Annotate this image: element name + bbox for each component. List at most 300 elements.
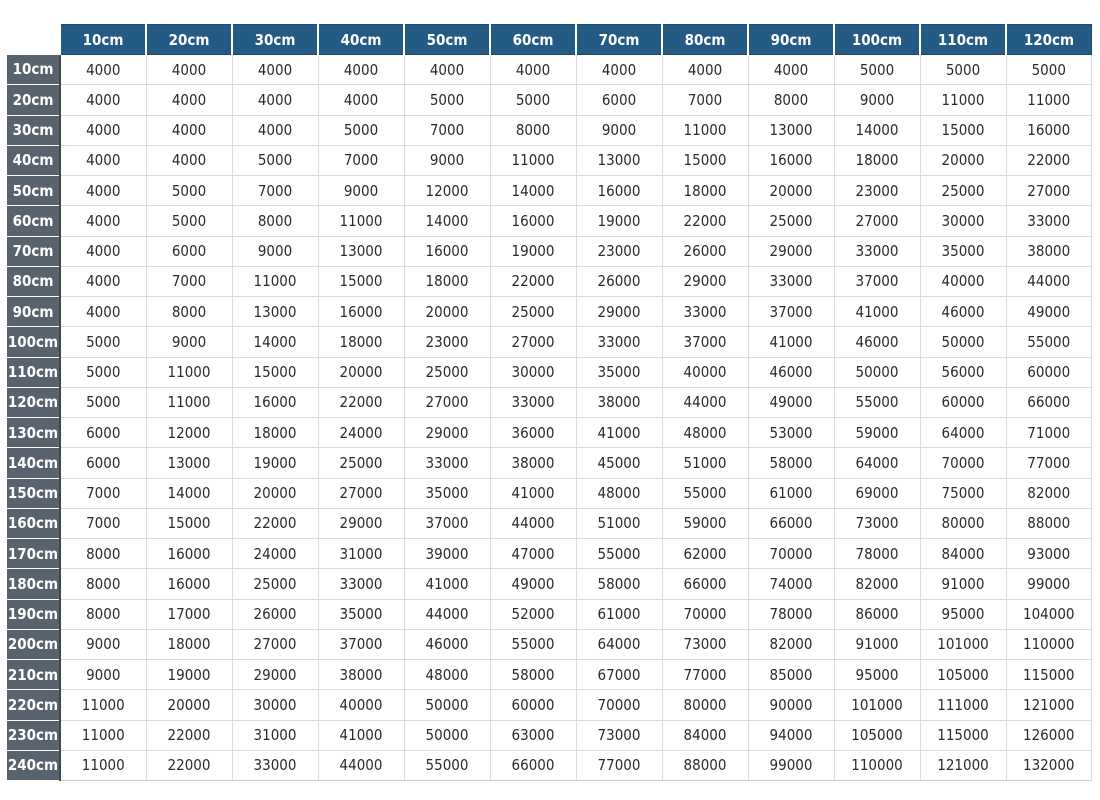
table-cell: 25000: [748, 206, 834, 236]
table-cell: 6000: [576, 85, 662, 115]
table-cell: 11000: [232, 266, 318, 296]
table-cell: 4000: [146, 145, 232, 175]
row-header: 60cm: [7, 206, 60, 236]
table-cell: 11000: [60, 720, 146, 750]
table-cell: 14000: [834, 115, 920, 145]
table-cell: 80000: [662, 690, 748, 720]
table-cell: 8000: [232, 206, 318, 236]
table-cell: 13000: [576, 145, 662, 175]
table-cell: 48000: [662, 418, 748, 448]
table-row: [7, 176, 1092, 206]
table-cell: 27000: [318, 478, 404, 508]
row-header: 210cm: [7, 660, 60, 690]
table-cell: 5000: [404, 85, 490, 115]
table-cell: 37000: [662, 327, 748, 357]
price-table: [7, 24, 1092, 781]
table-cell: 33000: [232, 750, 318, 780]
table-cell: 12000: [146, 418, 232, 448]
table-cell: 73000: [576, 720, 662, 750]
table-cell: 69000: [834, 478, 920, 508]
table-row: [7, 266, 1092, 296]
table-cell: 29000: [576, 297, 662, 327]
table-cell: 90000: [748, 690, 834, 720]
table-cell: 15000: [920, 115, 1006, 145]
table-cell: 11000: [920, 85, 1006, 115]
column-header: 30cm: [232, 25, 318, 55]
table-cell: 22000: [318, 387, 404, 417]
table-cell: 8000: [60, 599, 146, 629]
table-cell: 20000: [920, 145, 1006, 175]
table-row: [7, 629, 1092, 659]
table-cell: 4000: [490, 55, 576, 85]
table-cell: 16000: [146, 569, 232, 599]
table-cell: 41000: [834, 297, 920, 327]
row-header: 140cm: [7, 448, 60, 478]
table-row: [7, 418, 1092, 448]
table-cell: 91000: [920, 569, 1006, 599]
table-cell: 11000: [490, 145, 576, 175]
table-cell: 70000: [576, 690, 662, 720]
table-cell: 30000: [490, 357, 576, 387]
table-cell: 13000: [146, 448, 232, 478]
table-cell: 4000: [748, 55, 834, 85]
table-cell: 30000: [920, 206, 1006, 236]
row-header: 20cm: [7, 85, 60, 115]
table-cell: 16000: [404, 236, 490, 266]
table-cell: 18000: [404, 266, 490, 296]
table-cell: 22000: [662, 206, 748, 236]
table-cell: 4000: [60, 266, 146, 296]
table-cell: 66000: [748, 508, 834, 538]
table-cell: 11000: [146, 357, 232, 387]
table-cell: 13000: [748, 115, 834, 145]
table-cell: 25000: [232, 569, 318, 599]
table-cell: 85000: [748, 660, 834, 690]
row-header: 200cm: [7, 629, 60, 659]
table-cell: 20000: [318, 357, 404, 387]
table-cell: 5000: [834, 55, 920, 85]
table-cell: 4000: [146, 115, 232, 145]
table-cell: 29000: [232, 660, 318, 690]
table-cell: 35000: [920, 236, 1006, 266]
table-cell: 33000: [576, 327, 662, 357]
table-row: [7, 236, 1092, 266]
table-cell: 20000: [232, 478, 318, 508]
table-cell: 27000: [1006, 176, 1092, 206]
table-cell: 8000: [60, 539, 146, 569]
table-cell: 82000: [834, 569, 920, 599]
table-cell: 4000: [232, 85, 318, 115]
table-cell: 4000: [60, 236, 146, 266]
table-row: [7, 478, 1092, 508]
table-cell: 58000: [576, 569, 662, 599]
table-row: [7, 297, 1092, 327]
table-cell: 27000: [834, 206, 920, 236]
table-cell: 121000: [920, 750, 1006, 780]
table-cell: 9000: [60, 660, 146, 690]
table-cell: 35000: [576, 357, 662, 387]
table-cell: 5000: [60, 357, 146, 387]
table-cell: 5000: [490, 85, 576, 115]
table-cell: 78000: [748, 599, 834, 629]
table-cell: 73000: [834, 508, 920, 538]
table-cell: 7000: [318, 145, 404, 175]
row-header: 10cm: [7, 55, 60, 85]
table-cell: 5000: [920, 55, 1006, 85]
table-row: [7, 690, 1092, 720]
table-cell: 44000: [404, 599, 490, 629]
table-cell: 94000: [748, 720, 834, 750]
table-cell: 88000: [662, 750, 748, 780]
table-cell: 110000: [834, 750, 920, 780]
table-cell: 37000: [834, 266, 920, 296]
table-cell: 25000: [404, 357, 490, 387]
table-cell: 80000: [920, 508, 1006, 538]
table-cell: 61000: [576, 599, 662, 629]
table-cell: 101000: [920, 629, 1006, 659]
table-cell: 4000: [146, 55, 232, 85]
table-cell: 4000: [232, 115, 318, 145]
table-cell: 9000: [404, 145, 490, 175]
table-cell: 11000: [662, 115, 748, 145]
table-cell: 60000: [490, 690, 576, 720]
table-cell: 4000: [60, 115, 146, 145]
table-cell: 4000: [60, 145, 146, 175]
table-cell: 5000: [60, 327, 146, 357]
table-cell: 11000: [318, 206, 404, 236]
table-cell: 11000: [60, 690, 146, 720]
table-row: [7, 387, 1092, 417]
row-header: 160cm: [7, 508, 60, 538]
table-cell: 46000: [404, 629, 490, 659]
table-cell: 4000: [404, 55, 490, 85]
table-cell: 126000: [1006, 720, 1092, 750]
table-cell: 16000: [232, 387, 318, 417]
table-cell: 46000: [834, 327, 920, 357]
table-cell: 35000: [318, 599, 404, 629]
table-cell: 66000: [662, 569, 748, 599]
table-cell: 6000: [146, 236, 232, 266]
row-header: 90cm: [7, 297, 60, 327]
table-cell: 37000: [318, 629, 404, 659]
table-cell: 110000: [1006, 629, 1092, 659]
table-row: [7, 327, 1092, 357]
table-cell: 11000: [1006, 85, 1092, 115]
table-cell: 63000: [490, 720, 576, 750]
table-cell: 16000: [748, 145, 834, 175]
table-cell: 8000: [490, 115, 576, 145]
table-cell: 8000: [60, 569, 146, 599]
table-cell: 95000: [920, 599, 1006, 629]
row-header: 30cm: [7, 115, 60, 145]
table-row: [7, 569, 1092, 599]
table-cell: 47000: [490, 539, 576, 569]
row-header: 80cm: [7, 266, 60, 296]
table-row: [7, 55, 1092, 85]
table-cell: 64000: [834, 448, 920, 478]
table-cell: 115000: [1006, 660, 1092, 690]
table-cell: 60000: [1006, 357, 1092, 387]
table-cell: 6000: [60, 418, 146, 448]
table-cell: 88000: [1006, 508, 1092, 538]
column-header: 110cm: [920, 25, 1006, 55]
table-cell: 12000: [404, 176, 490, 206]
table-cell: 15000: [662, 145, 748, 175]
table-cell: 19000: [146, 660, 232, 690]
table-cell: 77000: [576, 750, 662, 780]
table-cell: 38000: [576, 387, 662, 417]
table-cell: 77000: [1006, 448, 1092, 478]
table-cell: 26000: [662, 236, 748, 266]
table-cell: 49000: [748, 387, 834, 417]
table-cell: 55000: [404, 750, 490, 780]
table-cell: 22000: [490, 266, 576, 296]
table-cell: 23000: [404, 327, 490, 357]
table-cell: 11000: [60, 750, 146, 780]
table-cell: 9000: [146, 327, 232, 357]
table-cell: 7000: [60, 478, 146, 508]
table-cell: 64000: [920, 418, 1006, 448]
row-header: 100cm: [7, 327, 60, 357]
column-header: 120cm: [1006, 25, 1092, 55]
table-cell: 51000: [662, 448, 748, 478]
table-cell: 4000: [318, 55, 404, 85]
table-cell: 53000: [748, 418, 834, 448]
table-cell: 70000: [662, 599, 748, 629]
table-cell: 50000: [404, 690, 490, 720]
row-header: 190cm: [7, 599, 60, 629]
table-cell: 17000: [146, 599, 232, 629]
table-row: [7, 206, 1092, 236]
table-cell: 52000: [490, 599, 576, 629]
table-cell: 55000: [662, 478, 748, 508]
row-header: 130cm: [7, 418, 60, 448]
column-header: 50cm: [404, 25, 490, 55]
table-cell: 30000: [232, 690, 318, 720]
table-header: [7, 25, 1092, 55]
table-cell: 5000: [146, 206, 232, 236]
table-cell: 55000: [834, 387, 920, 417]
table-row: [7, 448, 1092, 478]
table-cell: 50000: [404, 720, 490, 750]
table-cell: 29000: [318, 508, 404, 538]
table-cell: 4000: [662, 55, 748, 85]
column-header: 10cm: [60, 25, 146, 55]
table-cell: 41000: [490, 478, 576, 508]
table-cell: 25000: [920, 176, 1006, 206]
table-cell: 8000: [146, 297, 232, 327]
table-cell: 31000: [318, 539, 404, 569]
table-cell: 82000: [748, 629, 834, 659]
table-cell: 105000: [834, 720, 920, 750]
table-cell: 27000: [490, 327, 576, 357]
table-row: [7, 115, 1092, 145]
table-cell: 5000: [1006, 55, 1092, 85]
table-cell: 66000: [490, 750, 576, 780]
table-cell: 39000: [404, 539, 490, 569]
table-cell: 48000: [404, 660, 490, 690]
table-cell: 75000: [920, 478, 1006, 508]
table-cell: 58000: [490, 660, 576, 690]
table-cell: 38000: [490, 448, 576, 478]
table-cell: 99000: [1006, 569, 1092, 599]
table-cell: 82000: [1006, 478, 1092, 508]
table-cell: 41000: [748, 327, 834, 357]
table-cell: 111000: [920, 690, 1006, 720]
table-cell: 33000: [834, 236, 920, 266]
table-cell: 104000: [1006, 599, 1092, 629]
table-cell: 16000: [576, 176, 662, 206]
column-header: 70cm: [576, 25, 662, 55]
table-cell: 25000: [490, 297, 576, 327]
table-cell: 45000: [576, 448, 662, 478]
table-row: [7, 145, 1092, 175]
table-cell: 15000: [318, 266, 404, 296]
table-cell: 4000: [232, 55, 318, 85]
table-cell: 4000: [146, 85, 232, 115]
table-cell: 4000: [60, 85, 146, 115]
table-cell: 41000: [318, 720, 404, 750]
table-cell: 4000: [60, 206, 146, 236]
table-cell: 27000: [404, 387, 490, 417]
table-cell: 23000: [576, 236, 662, 266]
column-header: 100cm: [834, 25, 920, 55]
table-cell: 9000: [318, 176, 404, 206]
row-header: 180cm: [7, 569, 60, 599]
table-cell: 15000: [232, 357, 318, 387]
table-cell: 18000: [146, 629, 232, 659]
row-header: 170cm: [7, 539, 60, 569]
table-cell: 15000: [146, 508, 232, 538]
table-cell: 50000: [834, 357, 920, 387]
table-cell: 7000: [404, 115, 490, 145]
table-cell: 22000: [146, 720, 232, 750]
table-cell: 37000: [404, 508, 490, 538]
row-header: 70cm: [7, 236, 60, 266]
table-cell: 93000: [1006, 539, 1092, 569]
table-cell: 62000: [662, 539, 748, 569]
table-cell: 58000: [748, 448, 834, 478]
table-cell: 40000: [920, 266, 1006, 296]
table-cell: 22000: [146, 750, 232, 780]
table-cell: 14000: [404, 206, 490, 236]
table-cell: 26000: [576, 266, 662, 296]
table-cell: 29000: [748, 236, 834, 266]
table-cell: 71000: [1006, 418, 1092, 448]
table-cell: 9000: [834, 85, 920, 115]
table-cell: 4000: [60, 297, 146, 327]
table-cell: 9000: [576, 115, 662, 145]
table-cell: 40000: [662, 357, 748, 387]
table-row: [7, 539, 1092, 569]
column-header: 90cm: [748, 25, 834, 55]
table-cell: 59000: [834, 418, 920, 448]
row-header: 150cm: [7, 478, 60, 508]
table-cell: 84000: [920, 539, 1006, 569]
table-cell: 4000: [318, 85, 404, 115]
table-cell: 33000: [318, 569, 404, 599]
header-row: [7, 25, 1092, 55]
table-cell: 77000: [662, 660, 748, 690]
table-cell: 22000: [232, 508, 318, 538]
table-cell: 16000: [490, 206, 576, 236]
table-cell: 60000: [920, 387, 1006, 417]
row-header: 230cm: [7, 720, 60, 750]
table-cell: 46000: [920, 297, 1006, 327]
table-cell: 40000: [318, 690, 404, 720]
table-cell: 5000: [60, 387, 146, 417]
table-cell: 44000: [1006, 266, 1092, 296]
table-cell: 50000: [920, 327, 1006, 357]
table-cell: 59000: [662, 508, 748, 538]
table-cell: 105000: [920, 660, 1006, 690]
table-cell: 4000: [60, 176, 146, 206]
table-cell: 23000: [834, 176, 920, 206]
column-header: 40cm: [318, 25, 404, 55]
table-cell: 19000: [490, 236, 576, 266]
table-cell: 19000: [576, 206, 662, 236]
table-cell: 49000: [490, 569, 576, 599]
table-cell: 51000: [576, 508, 662, 538]
table-cell: 26000: [232, 599, 318, 629]
table-cell: 25000: [318, 448, 404, 478]
table-cell: 41000: [404, 569, 490, 599]
table-cell: 14000: [146, 478, 232, 508]
table-cell: 33000: [662, 297, 748, 327]
table-cell: 84000: [662, 720, 748, 750]
table-cell: 44000: [662, 387, 748, 417]
row-header: 50cm: [7, 176, 60, 206]
table-cell: 20000: [748, 176, 834, 206]
table-cell: 7000: [232, 176, 318, 206]
table-cell: 55000: [576, 539, 662, 569]
row-header: 40cm: [7, 145, 60, 175]
table-cell: 13000: [232, 297, 318, 327]
table-cell: 44000: [318, 750, 404, 780]
table-cell: 70000: [920, 448, 1006, 478]
table-cell: 37000: [748, 297, 834, 327]
table-cell: 95000: [834, 660, 920, 690]
table-cell: 16000: [318, 297, 404, 327]
table-cell: 18000: [834, 145, 920, 175]
table-cell: 16000: [146, 539, 232, 569]
table-cell: 132000: [1006, 750, 1092, 780]
table-cell: 14000: [232, 327, 318, 357]
column-header: 80cm: [662, 25, 748, 55]
table-cell: 44000: [490, 508, 576, 538]
table-cell: 18000: [662, 176, 748, 206]
table-cell: 9000: [60, 629, 146, 659]
table-cell: 78000: [834, 539, 920, 569]
table-cell: 7000: [146, 266, 232, 296]
table-cell: 33000: [748, 266, 834, 296]
table-cell: 38000: [318, 660, 404, 690]
table-cell: 91000: [834, 629, 920, 659]
row-header: 120cm: [7, 387, 60, 417]
table-cell: 20000: [404, 297, 490, 327]
table-cell: 67000: [576, 660, 662, 690]
table-cell: 18000: [232, 418, 318, 448]
table-cell: 7000: [60, 508, 146, 538]
table-cell: 8000: [748, 85, 834, 115]
table-cell: 24000: [232, 539, 318, 569]
table-cell: 55000: [490, 629, 576, 659]
table-cell: 99000: [748, 750, 834, 780]
table-cell: 19000: [232, 448, 318, 478]
row-header: 240cm: [7, 750, 60, 780]
table-row: [7, 720, 1092, 750]
table-cell: 46000: [748, 357, 834, 387]
